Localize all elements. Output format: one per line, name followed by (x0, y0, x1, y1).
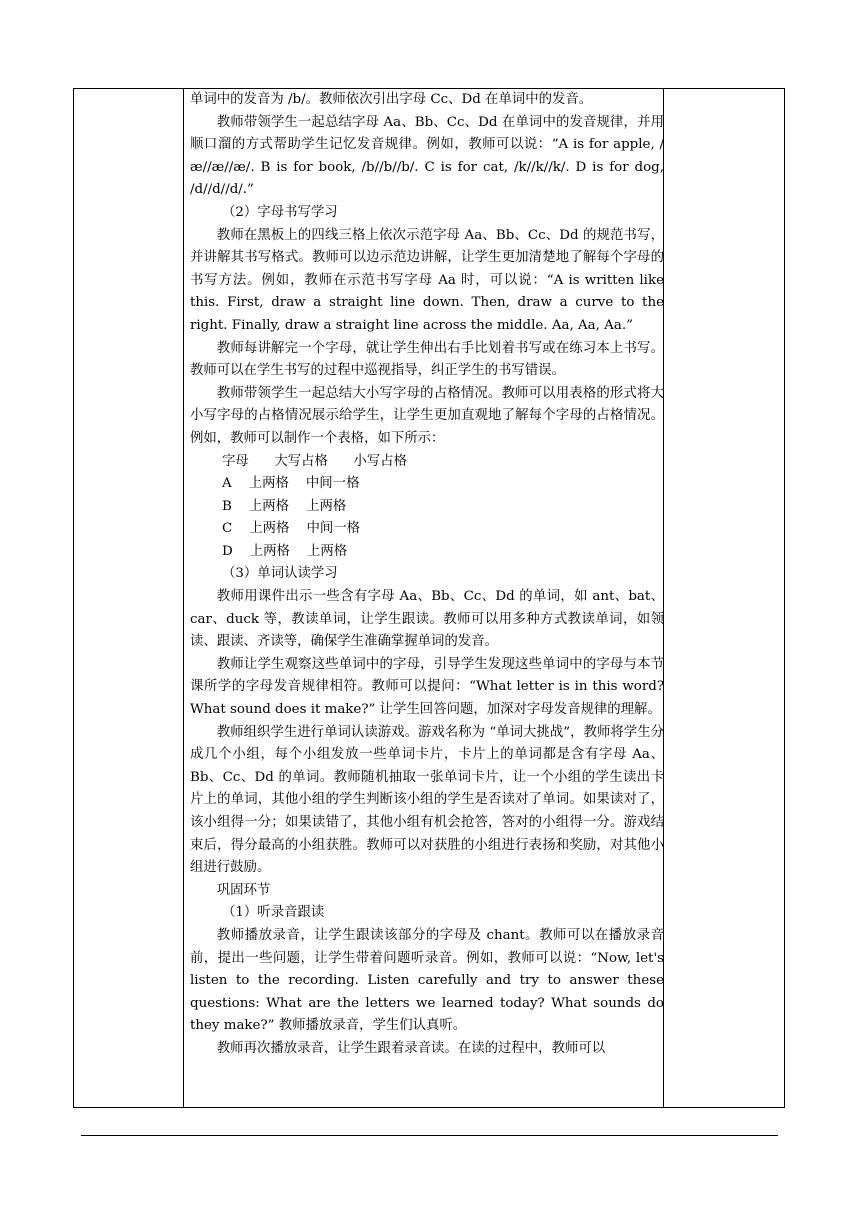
paragraph: 教师在黑板上的四线三格上依次示范字母 Aa、Bb、Cc、Dd 的规范书写，并讲解其书写格式。教师可以边示范边讲解，让学生更加清楚地了解每个字母的书写方法。例如，教师在示范书写字母 Aa 时，可以说：“A is written like this. First, draw a straight line down. Then, draw a curve to the right. Finally, draw a straight line across the middle. Aa, Aa, Aa.” (190, 227, 664, 333)
paragraph: 教师带领学生一起总结字母 Aa、Bb、Cc、Dd 在单词中的发音规律，并用顺口溜的方式帮助学生记忆发音规律。例如，教师可以说：“A is for apple, /æ//æ//æ/. B is for book, /b//b//b/. C is for cat, /k//k//k/. D is for dog, /d//d//d/.” (190, 114, 664, 198)
paragraph: 教师让学生观察这些单词中的字母，引导学生发现这些单词中的字母与本节课所学的字母发音规律相符。教师可以提问：“What letter is in this word? What sound does it make?” 让学生回答问题，加深对字母发音规律的理解。 (190, 656, 664, 718)
paragraph: 教师每讲解完一个字母，就让学生伸出右手比划着书写或在练习本上书写。教师可以在学生书写的过程中巡视指导，纠正学生的书写错误。 (190, 340, 664, 379)
paragraph: 教师带领学生一起总结大小写字母的占格情况。教师可以用表格的形式将大小写字母的占格情况展示给学生，让学生更加直观地了解每个字母的占格情况。例如，教师可以制作一个表格，如下所示： (190, 385, 664, 446)
teaching-process-cell (190, 89, 664, 1107)
paragraph: 教师播放录音，让学生跟读该部分的字母及 chant。教师可以在播放录音前，提出一些问题，让学生带着问题听录音。例如，教师可以说：“Now, let's listen to the recording. Listen carefully and try to answer these questions: What are the letters we learned today? What sounds do they make?” 教师播放录音，学生们认真听。 (190, 927, 664, 1034)
paragraph: 单词中的发音为 /b/。教师依次引出字母 Cc、Dd 在单词中的发音。 (190, 92, 593, 107)
table-text-row: A 上两格 中间一格 (222, 476, 360, 492)
table-text-row: C 上两格 中间一格 (222, 521, 361, 537)
section-heading: （1）听录音跟读 (222, 905, 325, 921)
table-text-row: B 上两格 上两格 (222, 498, 347, 514)
table-text-row: 字母 大写占格 小写占格 (222, 453, 407, 469)
footer-rule (81, 1135, 778, 1136)
lesson-plan-table (73, 88, 785, 1108)
paragraph: 巩固环节 (216, 882, 271, 898)
paragraph: 教师再次播放录音，让学生跟着录音读。在读的过程中，教师可以 (216, 1040, 606, 1056)
section-heading: （3）单词认读学习 (222, 566, 338, 582)
paragraph: 教师用课件出示一些含有字母 Aa、Bb、Cc、Dd 的单词，如 ant、bat、car、duck 等，教读单词，让学生跟读。教师可以用多种方式教读单词，如领读、跟读、齐读等，确保学生准确掌握单词的发音。 (190, 589, 664, 650)
table-text-row: D 上两格 上两格 (222, 543, 348, 559)
section-heading: （2）字母书写学习 (222, 204, 338, 220)
column-divider-left (183, 89, 184, 1107)
paragraph: 教师组织学生进行单词认读游戏。游戏名称为 “单词大挑战”，教师将学生分成几个小组，每个小组发放一些单词卡片，卡片上的单词都是含有字母 Aa、Bb、Cc、Dd 的单词。教师随机抽取一张单词卡片，让一个小组的学生读出卡片上的单词，其他小组的学生判断该小组的学生是否读对了单词。如果读对了，该小组得一分；如果读错了，其他小组有机会抢答，答对的小组得一分。游戏结束后，得分最高的小组获胜。教师可以对获胜的小组进行表扬和奖励，对其他小组进行鼓励。 (190, 724, 664, 876)
